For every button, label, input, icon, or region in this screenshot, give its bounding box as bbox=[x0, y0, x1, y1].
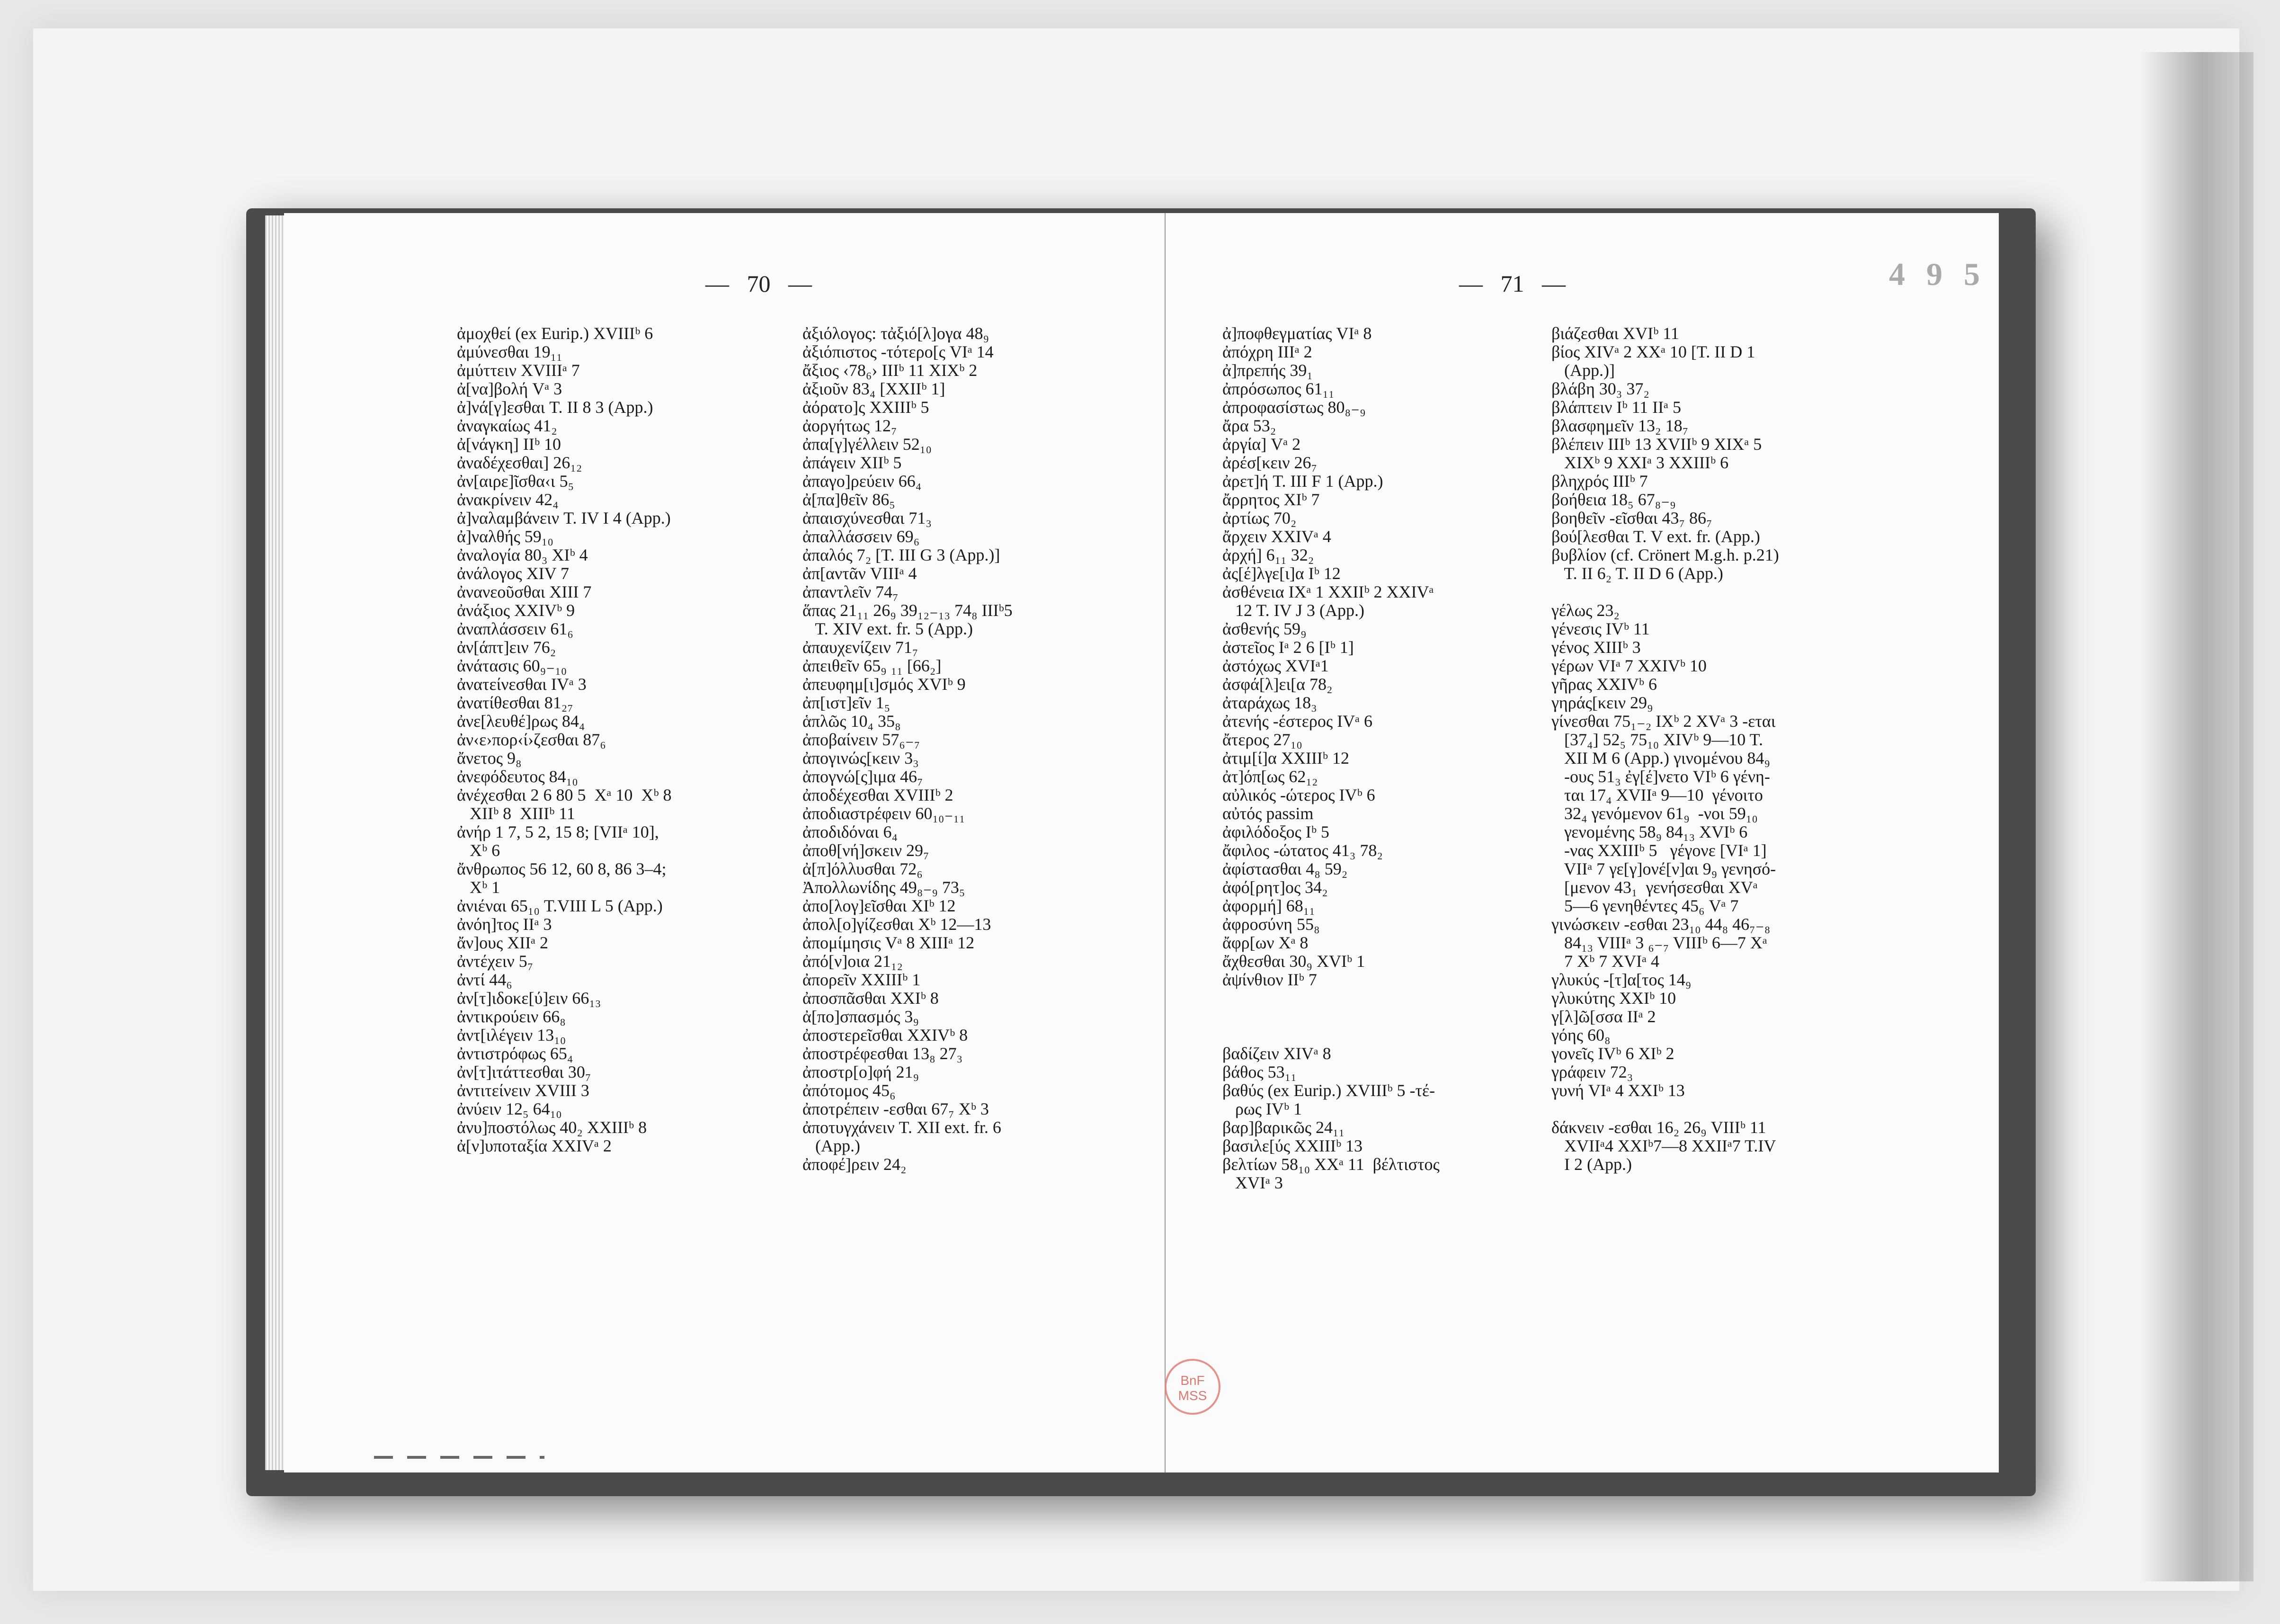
index-entry: ἀμοχθεί (ex Eurip.) XVIIIᵇ 6 bbox=[457, 324, 653, 343]
index-entry: T. II 6₂ T. II D 6 (App.) bbox=[1551, 564, 1723, 583]
index-entry: ἀναπλάσσειν 61₆ bbox=[457, 619, 573, 638]
index-entry: ἀξιοῦν 83₄ [XXIIᵇ 1] bbox=[802, 379, 945, 398]
index-entry: ἀν[τ]ιδοκε[ύ]ειν 66₁₃ bbox=[457, 989, 601, 1008]
index-entry: βλασφημεῖν 13₂ 18₇ bbox=[1551, 416, 1689, 435]
index-entry: ἀπομίμησις Vᵃ 8 XIIIᵃ 12 bbox=[802, 933, 975, 952]
index-entry: ἀοργήτως 12₇ bbox=[802, 416, 897, 435]
index-entry: VIIᵃ 7 γε[γ]ονέ[ν]αι 9₉ γενησό- bbox=[1551, 859, 1776, 878]
index-entry: ἀποστερεῖσθαι XXIVᵇ 8 bbox=[802, 1026, 968, 1044]
index-entry: βαρ]βαρικῶς 24₁₁ bbox=[1222, 1118, 1345, 1137]
index-entry: -ους 51₃ ἐγ[έ]νετο VIᵇ 6 γένη- bbox=[1551, 767, 1770, 786]
index-entry: ἀφιλόδοξος Iᵇ 5 bbox=[1222, 822, 1329, 841]
index-entry: ἀπρόσωπος 61₁₁ bbox=[1222, 379, 1335, 398]
index-entry: ἀπο[λογ]εῖσθαι XIᵇ 12 bbox=[802, 896, 956, 915]
index-entry: ἀ[ν]υποταξία XXIVᵃ 2 bbox=[457, 1136, 612, 1155]
index-entry: ἀντικρούειν 66₈ bbox=[457, 1007, 566, 1026]
index-entry: Xᵇ 1 bbox=[457, 878, 500, 897]
index-entry: ἀπάγειν XIIᵇ 5 bbox=[802, 453, 902, 472]
index-entry: βίος XIVᵃ 2 XXᵃ 10 [T. II D 1 bbox=[1551, 342, 1755, 361]
index-entry: ἀπαντλεῖν 74₇ bbox=[802, 582, 899, 601]
index-entry: ἀπαισχύνεσθαι 71₃ bbox=[802, 509, 932, 527]
index-entry: ἀπ[ιστ]εῖν 1₅ bbox=[802, 693, 891, 712]
index-entry: βού[λεσθαι T. V ext. fr. (App.) bbox=[1551, 527, 1760, 546]
index-entry: ἀπαλλάσσειν 69₆ bbox=[802, 527, 920, 546]
index-entry: βοηθεῖν -εῖσθαι 43₇ 86₇ bbox=[1551, 509, 1712, 527]
index-entry: [37₄] 52₅ 75₁₀ XIVᵇ 9—10 T. bbox=[1551, 730, 1763, 749]
index-entry: ἀν[τ]ιτάττεσθαι 30₇ bbox=[457, 1062, 591, 1081]
index-entry: ἀπροφασίστως 80₈₋₉ bbox=[1222, 398, 1366, 417]
index-entry: ἀνε[λευθέ]ρως 84₄ bbox=[457, 712, 585, 731]
index-entry: γένος XIIIᵇ 3 bbox=[1551, 638, 1641, 657]
index-entry: ἀντιτείνειν XVIII 3 bbox=[457, 1081, 589, 1100]
index-entry: δάκνειν -εσθαι 16₂ 26₉ VIIIᵇ 11 bbox=[1551, 1118, 1766, 1137]
index-entry: ἀνακρίνειν 42₄ bbox=[457, 490, 559, 509]
index-entry: αὐλικός -ώτερος IVᵇ 6 bbox=[1222, 785, 1375, 804]
index-entry: ἀρτίως 70₂ bbox=[1222, 509, 1297, 527]
index-entry: ἄξιος ‹78₆› IIIᵇ 11 XIXᵇ 2 bbox=[802, 361, 978, 380]
index-entry: ἀπα[γ]γέλλειν 52₁₀ bbox=[802, 435, 932, 454]
index-entry: ἀπογνώ[ς]ιμα 46₇ bbox=[802, 767, 923, 786]
index-entry: ἄρχειν XXIVᵃ 4 bbox=[1222, 527, 1331, 546]
index-entry: ἀπολ[ο]γίζεσθαι Xᵇ 12—13 bbox=[802, 915, 991, 934]
index-entry: ἀναλογία 80₃ XIᵇ 4 bbox=[457, 545, 588, 564]
index-entry: ἀναγκαίως 41₂ bbox=[457, 416, 557, 435]
index-entry: γηράς[κειν 29₉ bbox=[1551, 693, 1653, 712]
index-entry: ἀντιστρόφως 65₄ bbox=[457, 1044, 573, 1063]
index-entry: ἀπότομος 45₆ bbox=[802, 1081, 896, 1100]
index-entry: αὐτός passim bbox=[1222, 804, 1314, 823]
index-column bbox=[1551, 324, 1779, 1174]
index-entry: βάθος 53₁₁ bbox=[1222, 1062, 1297, 1081]
library-stamp bbox=[1165, 1359, 1220, 1415]
index-entry: ἀντί 44₆ bbox=[457, 970, 512, 989]
index-entry: ἀταράχως 18₃ bbox=[1222, 693, 1317, 712]
index-entry: ἀστόχως XVIᵃ1 bbox=[1222, 656, 1329, 675]
index-entry: ἀπογινώς[κειν 3₃ bbox=[802, 749, 919, 767]
index-entry: βλάβη 30₃ 37₂ bbox=[1551, 379, 1649, 398]
page-number: — 71 — bbox=[1459, 270, 1566, 297]
index-entry: ἀ[πα]θεῖν 86₅ bbox=[802, 490, 895, 509]
index-entry: ἀνιέναι 65₁₀ T.VIII L 5 (App.) bbox=[457, 896, 663, 915]
index-entry: ἀποδιαστρέφειν 60₁₀₋₁₁ bbox=[802, 804, 965, 823]
index-column bbox=[802, 324, 1013, 1174]
index-entry: ἀποθ[νή]σκειν 29₇ bbox=[802, 841, 929, 860]
index-entry: ἁπλῶς 10₄ 35₈ bbox=[802, 712, 901, 731]
page-number: — 70 — bbox=[705, 270, 812, 297]
index-entry: ἀποσπᾶσθαι XXIᵇ 8 bbox=[802, 989, 939, 1008]
index-entry: T. XIV ext. fr. 5 (App.) bbox=[802, 619, 973, 638]
index-entry: ἀτ]όπ[ως 62₁₂ bbox=[1222, 767, 1318, 786]
index-entry: γράφειν 72₃ bbox=[1551, 1062, 1633, 1081]
index-entry: Ἀπολλωνίδης 49₈₋₉ 73₅ bbox=[802, 878, 965, 897]
index-entry: ἀνεφόδευτος 84₁₀ bbox=[457, 767, 578, 786]
index-entry: ἀπευφημ[ι]σμός XVIᵇ 9 bbox=[802, 675, 966, 694]
index-entry: ἀργία] Vᵃ 2 bbox=[1222, 435, 1301, 454]
index-entry: γλυκύς -[τ]α[τος 14₉ bbox=[1551, 970, 1692, 989]
index-entry: ἀνέχεσθαι 2 6 80 5 Xᵃ 10 Xᵇ 8 bbox=[457, 785, 672, 804]
index-entry: ἀρχή] 6₁₁ 32₂ bbox=[1222, 545, 1314, 564]
index-entry: ἀνύειν 12₅ 64₁₀ bbox=[457, 1099, 562, 1118]
index-entry: ἀ]νά[γ]εσθαι T. II 8 3 (App.) bbox=[457, 398, 653, 417]
index-entry: ἀφίστασθαι 4₈ 59₂ bbox=[1222, 859, 1348, 878]
stamp-line: MSS bbox=[1178, 1388, 1207, 1403]
index-entry: ἀνάλογος XIV 7 bbox=[457, 564, 569, 583]
index-column bbox=[1222, 324, 1440, 1192]
index-entry: ἀπαγο]ρεύειν 66₄ bbox=[802, 472, 922, 491]
index-entry: γέλως 23₂ bbox=[1551, 601, 1620, 620]
index-entry: βαθύς (ex Eurip.) XVIIIᵇ 5 -τέ- bbox=[1222, 1081, 1435, 1100]
index-entry: [μενον 43₁ γενήσεσθαι XVᵃ bbox=[1551, 878, 1758, 897]
blank-line bbox=[1222, 1008, 1440, 1026]
index-entry: ἄχθεσθαι 30₉ XVIᵇ 1 bbox=[1222, 952, 1365, 971]
index-entry: ἀμύττειν XVIIIᵃ 7 bbox=[457, 361, 580, 380]
index-entry: ἀσθενής 59₉ bbox=[1222, 619, 1307, 638]
index-entry: ἀποστρέφεσθαι 13₈ 27₃ bbox=[802, 1044, 963, 1063]
index-entry: ἀπ[αντᾶν VIIIᵃ 4 bbox=[802, 564, 917, 583]
index-entry: γένεσις IVᵇ 11 bbox=[1551, 619, 1650, 638]
stamp-line: BnF bbox=[1180, 1373, 1205, 1388]
index-entry: ἀντ[ιλέγειν 13₁₀ bbox=[457, 1026, 566, 1044]
index-entry: ἀ]ποφθεγματίας VIᵃ 8 bbox=[1222, 324, 1372, 343]
index-entry: ἄφιλος -ώτατος 41₃ 78₂ bbox=[1222, 841, 1383, 860]
index-entry: ἀνήρ 1 7, 5 2, 15 8; [VIIᵃ 10], bbox=[457, 822, 659, 841]
index-entry: ἀπορεῖν XXIIIᵇ 1 bbox=[802, 970, 921, 989]
index-entry: ἀν[αιρε]ῖσθα‹ι 5₅ bbox=[457, 472, 574, 491]
index-entry: -νας XXIIIᵇ 5 γέγονε [VIᵃ 1] bbox=[1551, 841, 1767, 860]
index-entry: ἀπειθεῖν 65₉ ₁₁ [66₂] bbox=[802, 656, 942, 675]
index-entry: ἀ[πο]σπασμός 3₉ bbox=[802, 1007, 919, 1026]
index-entry: ἀόρατο]ς XXIIIᵇ 5 bbox=[802, 398, 929, 417]
index-entry: ἀνάξιος XXIVᵇ 9 bbox=[457, 601, 575, 620]
index-entry: (App.) bbox=[802, 1136, 860, 1155]
index-entry: ἀνάτασις 60₉₋₁₀ bbox=[457, 656, 567, 675]
index-entry: γυνή VIᵃ 4 XXIᵇ 13 bbox=[1551, 1081, 1685, 1100]
index-entry: 32₄ γενόμενον 61₉ -νοι 59₁₀ bbox=[1551, 804, 1758, 823]
index-entry: I 2 (App.) bbox=[1551, 1155, 1632, 1174]
index-entry: XVIᵃ 3 bbox=[1222, 1173, 1283, 1192]
index-entry: 7 Xᵇ 7 XVIᵃ 4 bbox=[1551, 952, 1659, 971]
folio-number: 4 9 5 bbox=[1889, 256, 1986, 292]
index-entry: ἀνανεοῦσθαι XIII 7 bbox=[457, 582, 592, 601]
index-entry: βλέπειν IIIᵇ 13 XVIIᵇ 9 XIXᵃ 5 bbox=[1551, 435, 1762, 454]
index-entry: ἀ[να]βολή Vᵃ 3 bbox=[457, 379, 562, 398]
index-entry: ἀντέχειν 5₇ bbox=[457, 952, 534, 971]
index-entry: ἀποδιδόναι 6₄ bbox=[802, 822, 898, 841]
index-entry: ἀνατίθεσθαι 81₂₇ bbox=[457, 693, 573, 712]
index-entry: ἀπαυχενίζειν 71₇ bbox=[802, 638, 918, 657]
index-entry: ἄρρητος XIᵇ 7 bbox=[1222, 490, 1320, 509]
index-entry: βασιλε[ύς XXIIIᵇ 13 bbox=[1222, 1136, 1363, 1155]
index-entry: ἀ[νάγκη] IIᵇ 10 bbox=[457, 435, 561, 454]
index-entry: βαδίζειν XIVᵃ 8 bbox=[1222, 1044, 1331, 1063]
index-entry: γενομένης 58₉ 84₁₃ XVIᵇ 6 bbox=[1551, 822, 1748, 841]
index-entry: γινώσκειν -εσθαι 23₁₀ 44₈ 46₇₋₈ bbox=[1551, 915, 1771, 934]
index-entry: ἀρετ]ή T. III F 1 (App.) bbox=[1222, 472, 1383, 491]
index-entry: γονεῖς IVᵇ 6 XIᵇ 2 bbox=[1551, 1044, 1674, 1063]
index-entry: ἀστεῖος Iᵃ 2 6 [Iᵇ 1] bbox=[1222, 638, 1354, 657]
index-entry: γ[λ]ῶ[σσα IIᵃ 2 bbox=[1551, 1007, 1656, 1026]
index-entry: ἀτιμ[ί]α XXIIIᵇ 12 bbox=[1222, 749, 1349, 767]
index-entry: ἄνθρωπος 56 12, 60 8, 86 3–4; bbox=[457, 859, 667, 878]
index-entry: γέρων VIᵃ 7 XXIVᵇ 10 bbox=[1551, 656, 1707, 675]
index-entry: ἄφρ[ων Xᵃ 8 bbox=[1222, 933, 1309, 952]
index-entry: ἀξιόπιστος -τότερο[ς VIᵃ 14 bbox=[802, 342, 994, 361]
index-column bbox=[457, 324, 672, 1155]
scan-edge-shadow bbox=[2140, 52, 2253, 1581]
index-entry: ἄν]ους XIIᵃ 2 bbox=[457, 933, 549, 952]
index-entry: ἀν‹ε›πορ‹ί›ζεσθαι 87₆ bbox=[457, 730, 606, 749]
blank-line bbox=[1222, 1026, 1440, 1044]
index-entry: XVIIᵃ4 XXIᵇ7—8 XXIIᵃ7 T.IV bbox=[1551, 1136, 1776, 1155]
index-entry: (App.)] bbox=[1551, 361, 1615, 380]
right-page bbox=[1165, 213, 1999, 1472]
index-entry: γίνεσθαι 75₁₋₂ IXᵇ 2 XVᵃ 3 -εται bbox=[1551, 712, 1776, 731]
index-entry: ἀποδέχεσθαι XVIIIᵇ 2 bbox=[802, 785, 953, 804]
index-entry: βοήθεια 18₅ 67₈₋₉ bbox=[1551, 490, 1676, 509]
index-entry: ἀσφά[λ]ει[α 78₂ bbox=[1222, 675, 1333, 694]
index-entry: γλυκύτης XXIᵇ 10 bbox=[1551, 989, 1676, 1008]
index-entry: 12 T. IV J 3 (App.) bbox=[1222, 601, 1364, 620]
index-entry: ρως IVᵇ 1 bbox=[1222, 1099, 1302, 1118]
index-entry: βυβλίον (cf. Crönert M.g.h. p.21) bbox=[1551, 545, 1779, 564]
index-entry: ἀπό[ν]οια 21₁₂ bbox=[802, 952, 903, 971]
index-entry: ἀ[π]όλλυσθαι 72₆ bbox=[802, 859, 923, 878]
index-entry: ἀς[έ]λγε[ι]α Iᵇ 12 bbox=[1222, 564, 1341, 583]
index-entry: ἄνετος 9₈ bbox=[457, 749, 522, 767]
index-entry: ἀν[άπτ]ειν 76₂ bbox=[457, 638, 556, 657]
index-entry: ἀφροσύνη 55₈ bbox=[1222, 915, 1320, 934]
index-entry: γόης 60₈ bbox=[1551, 1026, 1611, 1044]
index-entry: ἀποβαίνειν 57₆₋₇ bbox=[802, 730, 920, 749]
index-entry: ἀνόη]τος IIᵃ 3 bbox=[457, 915, 552, 934]
bottom-marks bbox=[374, 1456, 544, 1459]
index-entry: ται 17₄ XVIIᵃ 9—10 γένοιτο bbox=[1551, 785, 1763, 804]
index-entry: ἀ]πρεπής 39₁ bbox=[1222, 361, 1313, 380]
blank-line bbox=[1551, 583, 1779, 601]
left-page bbox=[284, 213, 1166, 1472]
index-entry: ἀ]ναλθής 59₁₀ bbox=[457, 527, 553, 546]
index-entry: XIIᵇ 8 XIIIᵇ 11 bbox=[457, 804, 575, 823]
index-entry: Xᵇ 6 bbox=[457, 841, 500, 860]
index-entry: ἀνατείνεσθαι IVᵃ 3 bbox=[457, 675, 587, 694]
index-entry: ἄρα 53₂ bbox=[1222, 416, 1276, 435]
index-entry: βληχρός IIIᵇ 7 bbox=[1551, 472, 1648, 491]
blank-line bbox=[1551, 1100, 1779, 1118]
index-entry: ἀρέσ[κειν 26₇ bbox=[1222, 453, 1318, 472]
index-entry: βελτίων 58₁₀ XXᵃ 11 βέλτιστος bbox=[1222, 1155, 1440, 1174]
index-entry: ἀπόχρη IIIᵃ 2 bbox=[1222, 342, 1312, 361]
blank-line bbox=[1222, 989, 1440, 1008]
index-entry: ἅπας 21₁₁ 26₉ 39₁₂₋₁₃ 74₈ IIIᵇ5 bbox=[802, 601, 1013, 620]
index-entry: ἀνυ]ποστόλως 40₂ XXIIIᵇ 8 bbox=[457, 1118, 647, 1137]
index-entry: ἀποστρ[ο]φή 21₉ bbox=[802, 1062, 919, 1081]
index-entry: ἀποτυγχάνειν T. XII ext. fr. 6 bbox=[802, 1118, 1001, 1137]
index-entry: ἀσθένεια IXᵃ 1 XXIIᵇ 2 XXIVᵃ bbox=[1222, 582, 1434, 601]
index-entry: ἀτενής -έστερος IVᵃ 6 bbox=[1222, 712, 1372, 731]
index-entry: βιάζεσθαι XVIᵇ 11 bbox=[1551, 324, 1679, 343]
index-entry: γῆρας XXIVᵇ 6 bbox=[1551, 675, 1657, 694]
index-entry: ἀναδέχεσθαι] 26₁₂ bbox=[457, 453, 582, 472]
index-entry: ἀξιόλογος: τἀξιό[λ]ογα 48₉ bbox=[802, 324, 989, 343]
index-entry: ἄτερος 27₁₀ bbox=[1222, 730, 1302, 749]
index-entry: ἀψίνθιον IIᵇ 7 bbox=[1222, 970, 1317, 989]
index-entry: ἀπαλός 7₂ [T. III G 3 (App.)] bbox=[802, 545, 1000, 564]
index-entry: 5—6 γενηθέντες 45₆ Vᵃ 7 bbox=[1551, 896, 1739, 915]
index-entry: ἀφό[ρητ]ος 34₂ bbox=[1222, 878, 1328, 897]
index-entry: βλάπτειν Iᵇ 11 IIᵃ 5 bbox=[1551, 398, 1681, 417]
index-entry: XII M 6 (App.) γινομένου 84₉ bbox=[1551, 749, 1770, 767]
index-entry: ἀφορμή] 68₁₁ bbox=[1222, 896, 1315, 915]
index-entry: ἀ]ναλαμβάνειν T. IV I 4 (App.) bbox=[457, 509, 671, 527]
index-entry: ἀμύνεσθαι 19₁₁ bbox=[457, 342, 562, 361]
index-entry: ἀποτρέπειν -εσθαι 67₇ Xᵇ 3 bbox=[802, 1099, 989, 1118]
index-entry: ἀποφέ]ρειν 24₂ bbox=[802, 1155, 907, 1174]
index-entry: XIXᵇ 9 XXIᵃ 3 XXIIIᵇ 6 bbox=[1551, 453, 1729, 472]
index-entry: 84₁₃ VIIIᵃ 3 ₆₋₇ VIIIᵇ 6—7 Xᵃ bbox=[1551, 933, 1767, 952]
